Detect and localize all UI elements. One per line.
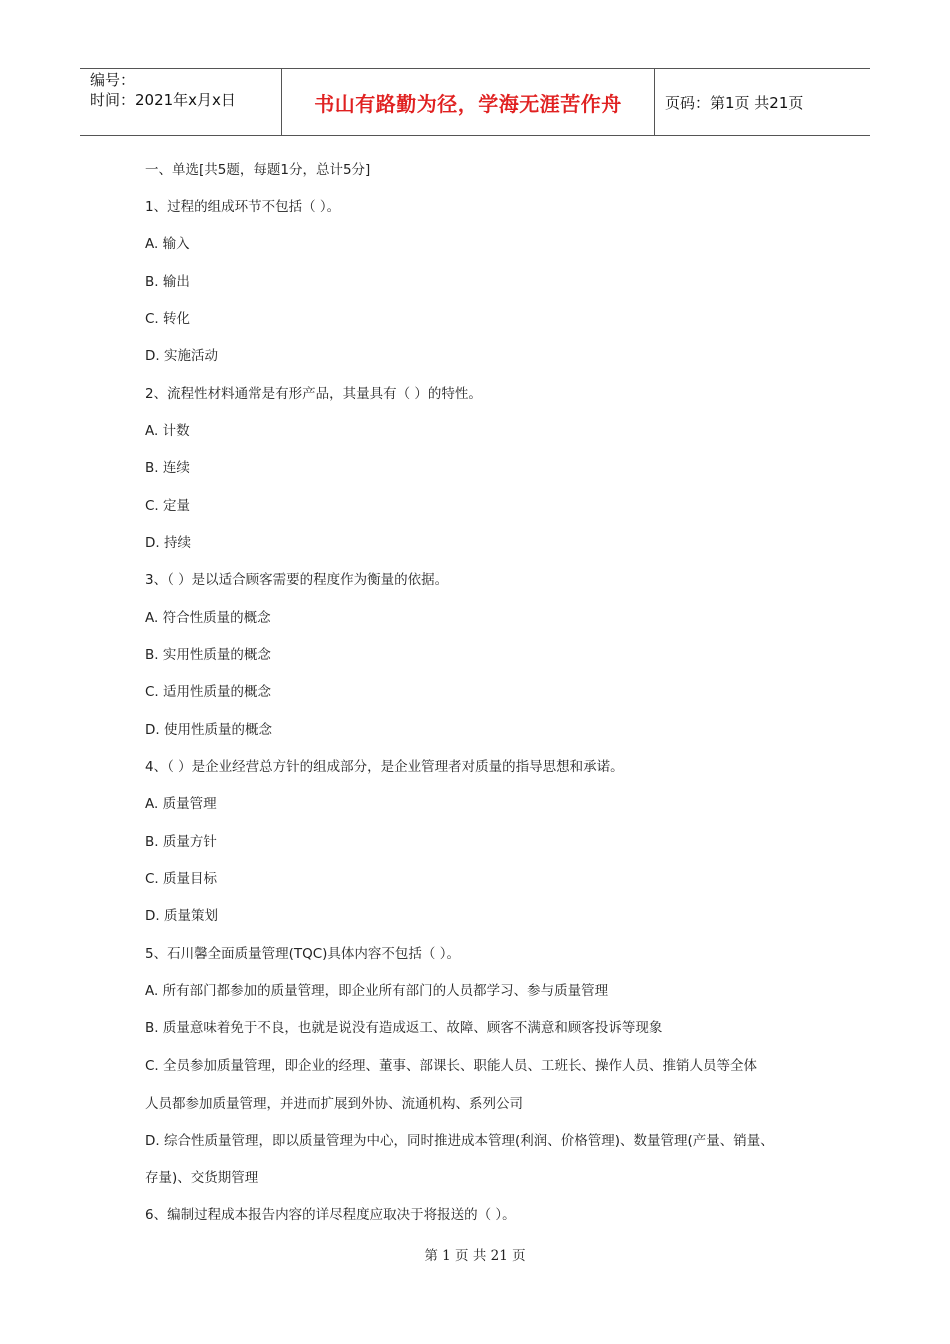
header-motto-cell (282, 69, 655, 135)
option-line: A. 符合性质量的概念 (145, 610, 271, 626)
option-line: B. 质量方针 (145, 834, 217, 850)
option-line: C. 转化 (145, 311, 191, 327)
option-line: B. 连续 (145, 460, 190, 476)
header-info-cell (80, 69, 282, 135)
question-2: 2、流程性材料通常是有形产品，其量具有（ ）的特性。 (145, 386, 482, 402)
option-line: B. 实用性质量的概念 (145, 647, 271, 663)
option-line: B. 输出 (145, 274, 190, 290)
question-3: 3、（ ）是以适合顾客需要的程度作为衡量的依据。 (145, 572, 449, 588)
header-page-cell (655, 69, 870, 135)
document-number-label: 编号： (90, 71, 136, 89)
option-line-continued: 人员都参加质量管理，并进而扩展到外协、流通机构、系列公司 (145, 1096, 523, 1112)
option-line: D. 持续 (145, 535, 191, 551)
option-line: C. 质量目标 (145, 871, 218, 887)
option-line: B. 质量意味着免于不良，也就是说没有造成返工、故障、顾客不满意和顾客投诉等现象 (145, 1020, 663, 1036)
question-6: 6、编制过程成本报告内容的详尽程度应取决于将报送的（ ）。 (145, 1207, 516, 1223)
option-line: A. 质量管理 (145, 796, 217, 812)
document-header (80, 68, 870, 136)
option-line: D. 实施活动 (145, 348, 218, 364)
question-1: 1、过程的组成环节不包括（ ）。 (145, 199, 341, 215)
option-line-continued: 存量)、交货期管理 (145, 1170, 259, 1186)
section-title: 一、单选[共5题，每题1分，总计5分] (145, 162, 371, 178)
option-line: D. 综合性质量管理，即以质量管理为中心，同时推进成本管理(利润、价格管理)、数量管理(产量、销量、 (145, 1133, 774, 1149)
option-line: A. 所有部门都参加的质量管理，即企业所有部门的人员都学习、参与质量管理 (145, 983, 609, 999)
option-line: A. 输入 (145, 236, 190, 252)
option-line: C. 定量 (145, 498, 191, 514)
option-line: A. 计数 (145, 423, 190, 439)
page-footer: 第 1 页 共 21 页 (424, 1248, 526, 1264)
option-line: C. 全员参加质量管理，即企业的经理、董事、部课长、职能人员、工班长、操作人员、推销人员等全体 (145, 1058, 758, 1074)
option-line: D. 质量策划 (145, 908, 218, 924)
question-5: 5、石川馨全面质量管理(TQC)具体内容不包括（ ）。 (145, 946, 460, 962)
header-page-code: 页码：第1页 共21页 (665, 94, 804, 112)
option-line: D. 使用性质量的概念 (145, 722, 272, 738)
header-motto: 书山有路勤为径，学海无涯苦作舟 (314, 92, 622, 116)
question-4: 4、（ ）是企业经营总方针的组成部分，是企业管理者对质量的指导思想和承诺。 (145, 759, 624, 775)
option-line: C. 适用性质量的概念 (145, 684, 272, 700)
document-time-label: 时间：2021年x月x日 (90, 91, 236, 109)
